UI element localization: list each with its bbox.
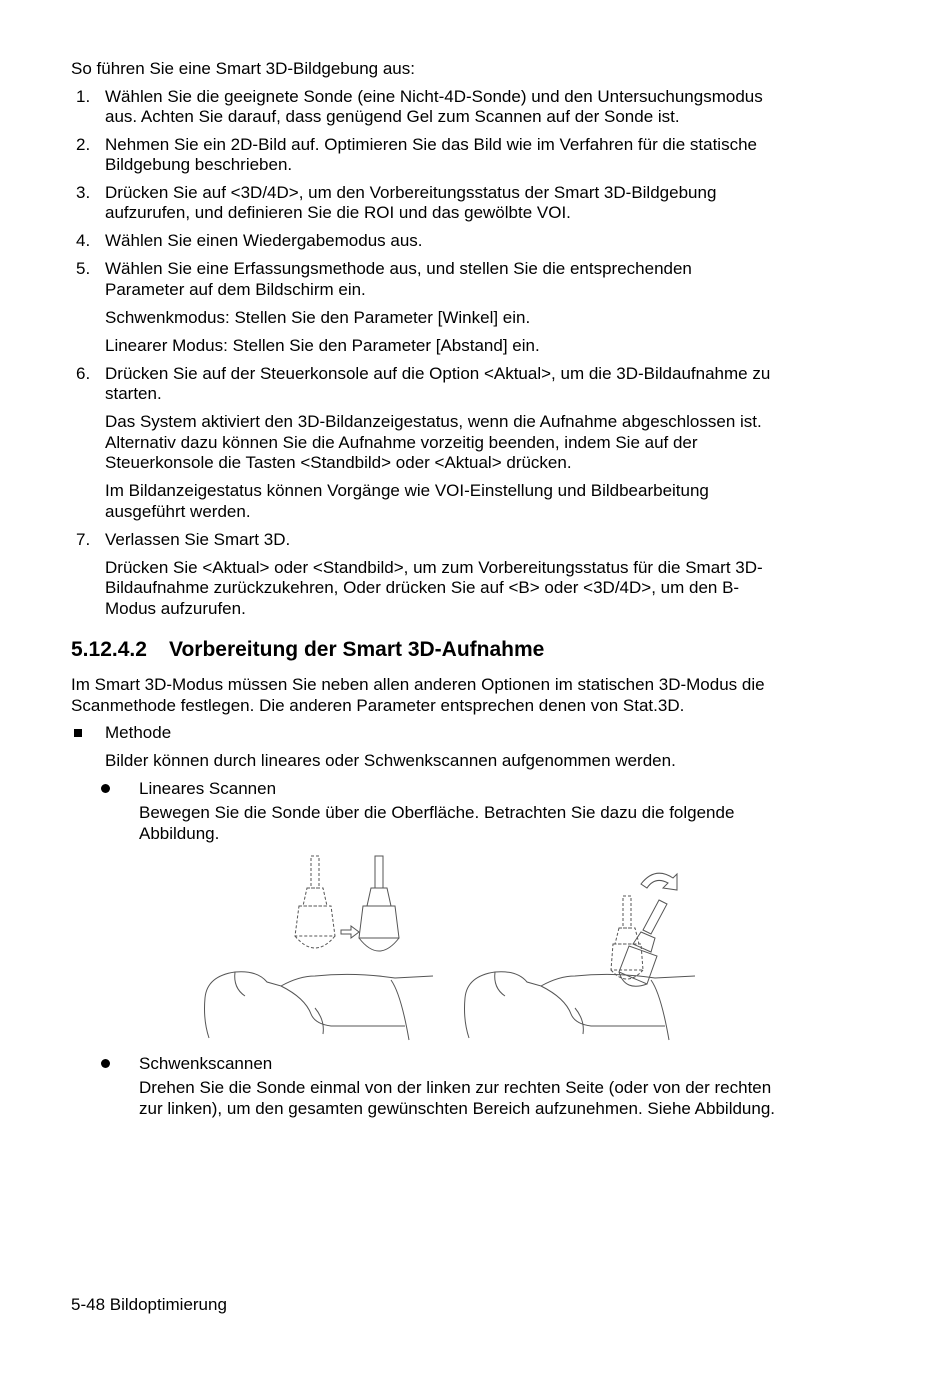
patient-outline-icon — [465, 972, 696, 1040]
step-text: starten. — [105, 384, 162, 403]
square-bullet-icon — [74, 729, 82, 737]
step-number: 6. — [76, 364, 91, 383]
section-title: Vorbereitung der Smart 3D-Aufnahme — [169, 638, 545, 661]
bullet-text: Bilder können durch lineares oder Schwenkscannen aufgenommen werden. — [105, 751, 676, 770]
arrow-right-icon — [341, 926, 359, 938]
step-number: 1. — [76, 87, 91, 106]
sub-bullet-text: Abbildung. — [139, 824, 220, 843]
step-note: Steuerkonsole die Tasten <Standbild> oder <Aktual> drücken. — [105, 453, 572, 472]
step-text: Drücken Sie auf <3D/4D>, um den Vorbereitungsstatus der Smart 3D-Bildgebung — [105, 183, 717, 202]
step-note: Schwenkmodus: Stellen Sie den Parameter [Winkel] ein. — [105, 308, 531, 327]
step-note: Modus aufzurufen. — [105, 599, 246, 618]
step-text: Wählen Sie die geeignete Sonde (eine Nicht-4D-Sonde) und den Untersuchungsmodus — [105, 87, 763, 106]
step-text: Parameter auf dem Bildschirm ein. — [105, 280, 366, 299]
page-footer: 5-48 Bildoptimierung — [71, 1295, 227, 1314]
step-note: Bildaufnahme zurückzukehren, Oder drücken Sie auf <B> oder <3D/4D>, um den B- — [105, 578, 740, 597]
step-text: Wählen Sie eine Erfassungsmethode aus, und stellen Sie die entsprechenden — [105, 259, 692, 278]
probe-linear-icon — [359, 856, 399, 951]
step-note: Das System aktiviert den 3D-Bildanzeigestatus, wenn die Aufnahme abgeschlossen ist. — [105, 412, 762, 431]
rotation-arrow-icon — [641, 873, 677, 890]
probe-tilt-icon — [619, 900, 667, 986]
step-note: Linearer Modus: Stellen Sie den Parameter [Abstand] ein. — [105, 336, 540, 355]
step-text: aufzurufen, und definieren Sie die ROI und das gewölbte VOI. — [105, 203, 571, 222]
section-intro: Scanmethode festlegen. Die anderen Parameter entsprechen denen von Stat.3D. — [71, 696, 685, 715]
section-intro: Im Smart 3D-Modus müssen Sie neben allen anderen Optionen im statischen 3D-Modus die — [71, 675, 765, 694]
step-text: aus. Achten Sie darauf, dass genügend Gel zum Scannen auf der Sonde ist. — [105, 107, 680, 126]
bullet-title: Methode — [105, 723, 172, 742]
linear-scan-figure — [195, 848, 705, 1046]
intro-text: So führen Sie eine Smart 3D-Bildgebung aus: — [71, 59, 415, 78]
step-text: Drücken Sie auf der Steuerkonsole auf die Option <Aktual>, um die 3D-Bildaufnahme zu — [105, 364, 771, 383]
sub-bullet-title: Schwenkscannen — [139, 1054, 273, 1073]
probe-tilt-icon — [611, 896, 643, 979]
sub-bullet-title: Lineares Scannen — [139, 779, 277, 798]
round-bullet-icon — [101, 784, 110, 793]
step-number: 2. — [76, 135, 91, 154]
sub-bullet-text: Drehen Sie die Sonde einmal von der linken zur rechten Seite (oder von der rechten — [139, 1078, 772, 1097]
step-number: 5. — [76, 259, 91, 278]
step-note: Im Bildanzeigestatus können Vorgänge wie VOI-Einstellung und Bildbearbeitung — [105, 481, 709, 500]
step-text: Verlassen Sie Smart 3D. — [105, 530, 291, 549]
patient-outline-icon — [205, 972, 434, 1040]
sub-bullet-text: zur linken), um den gesamten gewünschten Bereich aufzunehmen. Siehe Abbildung. — [139, 1099, 776, 1118]
step-text: Wählen Sie einen Wiedergabemodus aus. — [105, 231, 423, 250]
step-text: Nehmen Sie ein 2D-Bild auf. Optimieren Sie das Bild wie im Verfahren für die statische — [105, 135, 757, 154]
probe-linear-icon — [295, 856, 335, 948]
step-note: Drücken Sie <Aktual> oder <Standbild>, um zum Vorbereitungsstatus für die Smart 3D- — [105, 558, 763, 577]
section-number: 5.12.4.2 — [71, 638, 147, 661]
step-text: Bildgebung beschrieben. — [105, 155, 293, 174]
round-bullet-icon — [101, 1059, 110, 1068]
step-number: 4. — [76, 231, 91, 250]
sub-bullet-text: Bewegen Sie die Sonde über die Oberfläche. Betrachten Sie dazu die folgende — [139, 803, 735, 822]
step-note: Alternativ dazu können Sie die Aufnahme vorzeitig beenden, indem Sie auf der — [105, 433, 698, 452]
step-number: 3. — [76, 183, 91, 202]
step-note: ausgeführt werden. — [105, 502, 251, 521]
step-number: 7. — [76, 530, 91, 549]
